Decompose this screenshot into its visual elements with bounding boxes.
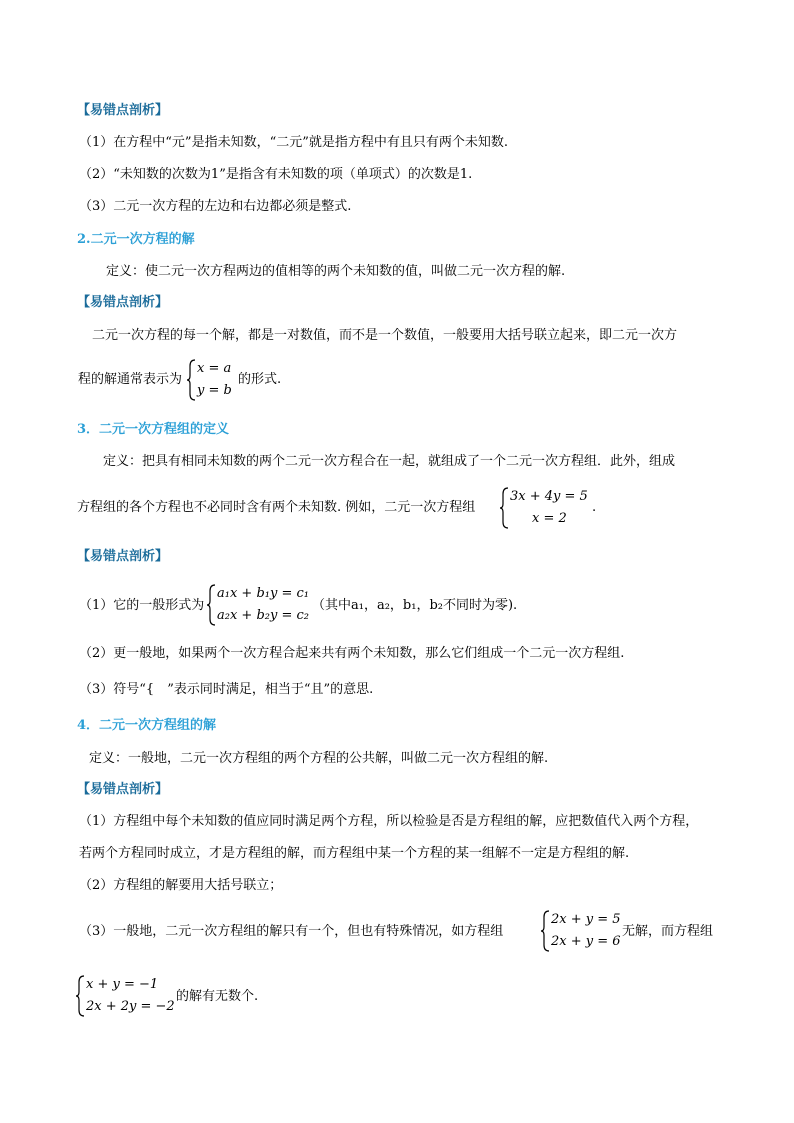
left-brace-icon — [207, 583, 217, 627]
system-row-2: y = b — [197, 383, 232, 398]
left-brace-icon — [541, 909, 551, 953]
sec3-point-1-suffix: （其中a₁，a₂，b₁，b₂不同时为零). — [312, 598, 518, 613]
sec2-para-line-2-suffix: 的形式. — [238, 372, 282, 387]
section-title-3: 3．二元一次方程组的定义 — [77, 422, 230, 437]
sec1-point-3: （3）二元一次方程的左边和右边都必须是整式. — [79, 199, 352, 214]
sec2-definition: 定义：使二元一次方程两边的值相等的两个未知数的值，叫做二元一次方程的解. — [106, 264, 566, 279]
section-title-4: 4．二元一次方程组的解 — [77, 718, 217, 733]
system-row-1: 3x + 4y = 5 — [510, 489, 588, 504]
solution-form-system — [187, 358, 237, 402]
sec4-point-3-middle: 无解，而方程组 — [622, 924, 714, 939]
section-title-2: 2.二元一次方程的解 — [77, 232, 195, 247]
sec3-definition-line-2-suffix: . — [592, 500, 597, 515]
sec3-point-3: （3）符号“{ ”表示同时满足，相当于“且”的意思. — [79, 682, 374, 697]
system-row-2: 2x + 2y = −2 — [86, 999, 175, 1014]
system-row-2: x = 2 — [532, 511, 567, 526]
general-form-system — [207, 583, 307, 627]
system-row-1: 2x + y = 5 — [551, 912, 621, 927]
sec3-point-1-prefix: （1）它的一般形式为 — [79, 598, 205, 613]
error-analysis-heading-2: 【易错点剖析】 — [77, 295, 169, 310]
system-row-2: a₂x + b₂y = c₂ — [217, 608, 309, 623]
no-solution-system — [541, 909, 621, 953]
sec3-definition-line-1: 定义：把具有相同未知数的两个二元一次方程合在一起，就组成了一个二元一次方程组．此外，组成 — [103, 454, 676, 469]
sec3-point-2: （2）更一般地，如果两个一次方程合起来共有两个未知数，那么它们组成一个二元一次方程组. — [79, 646, 625, 661]
sec4-definition: 定义：一般地，二元一次方程组的两个方程的公共解，叫做二元一次方程组的解. — [89, 751, 549, 766]
sec4-point-1-line-1: （1）方程组中每个未知数的值应同时满足两个方程，所以检验是否是方程组的解，应把数值代入两个方程， — [79, 814, 699, 829]
left-brace-icon — [500, 486, 510, 530]
sec2-para-line-1: 二元一次方程的每一个解，都是一对数值，而不是一个数值，一般要用大括号联立起来，即二元一次方 — [92, 328, 678, 343]
sec1-point-1: （1）在方程中“元”是指未知数，“二元”就是指方程中有且只有两个未知数. — [79, 135, 508, 150]
sec3-definition-line-2-prefix: 方程组的各个方程也不必同时含有两个未知数. 例如，二元一次方程组 — [77, 500, 476, 515]
error-analysis-heading-1: 【易错点剖析】 — [77, 103, 169, 118]
sec1-point-2: （2）“未知数的次数为1”是指含有未知数的项（单项式）的次数是1. — [79, 167, 473, 182]
system-row-1: a₁x + b₁y = c₁ — [217, 586, 309, 601]
left-brace-icon — [76, 974, 86, 1018]
left-brace-icon — [187, 358, 197, 402]
system-row-1: x + y = −1 — [86, 977, 159, 992]
error-analysis-heading-3: 【易错点剖析】 — [77, 549, 169, 564]
sec4-point-3-prefix: （3）一般地，二元一次方程组的解只有一个，但也有特殊情况，如方程组 — [79, 924, 504, 939]
sec4-point-2: （2）方程组的解要用大括号联立； — [79, 878, 283, 893]
sec4-point-3-suffix: 的解有无数个. — [176, 989, 259, 1004]
sec4-point-1-line-2: 若两个方程同时成立，才是方程组的解，而方程组中某一个方程的某一组解不一定是方程组的解. — [79, 846, 630, 861]
error-analysis-heading-4: 【易错点剖析】 — [77, 782, 169, 797]
example-system — [500, 486, 590, 530]
infinite-solutions-system — [76, 974, 176, 1018]
sec2-para-line-2-prefix: 程的解通常表示为 — [78, 372, 183, 387]
system-row-1: x = a — [197, 361, 232, 376]
system-row-2: 2x + y = 6 — [551, 934, 621, 949]
